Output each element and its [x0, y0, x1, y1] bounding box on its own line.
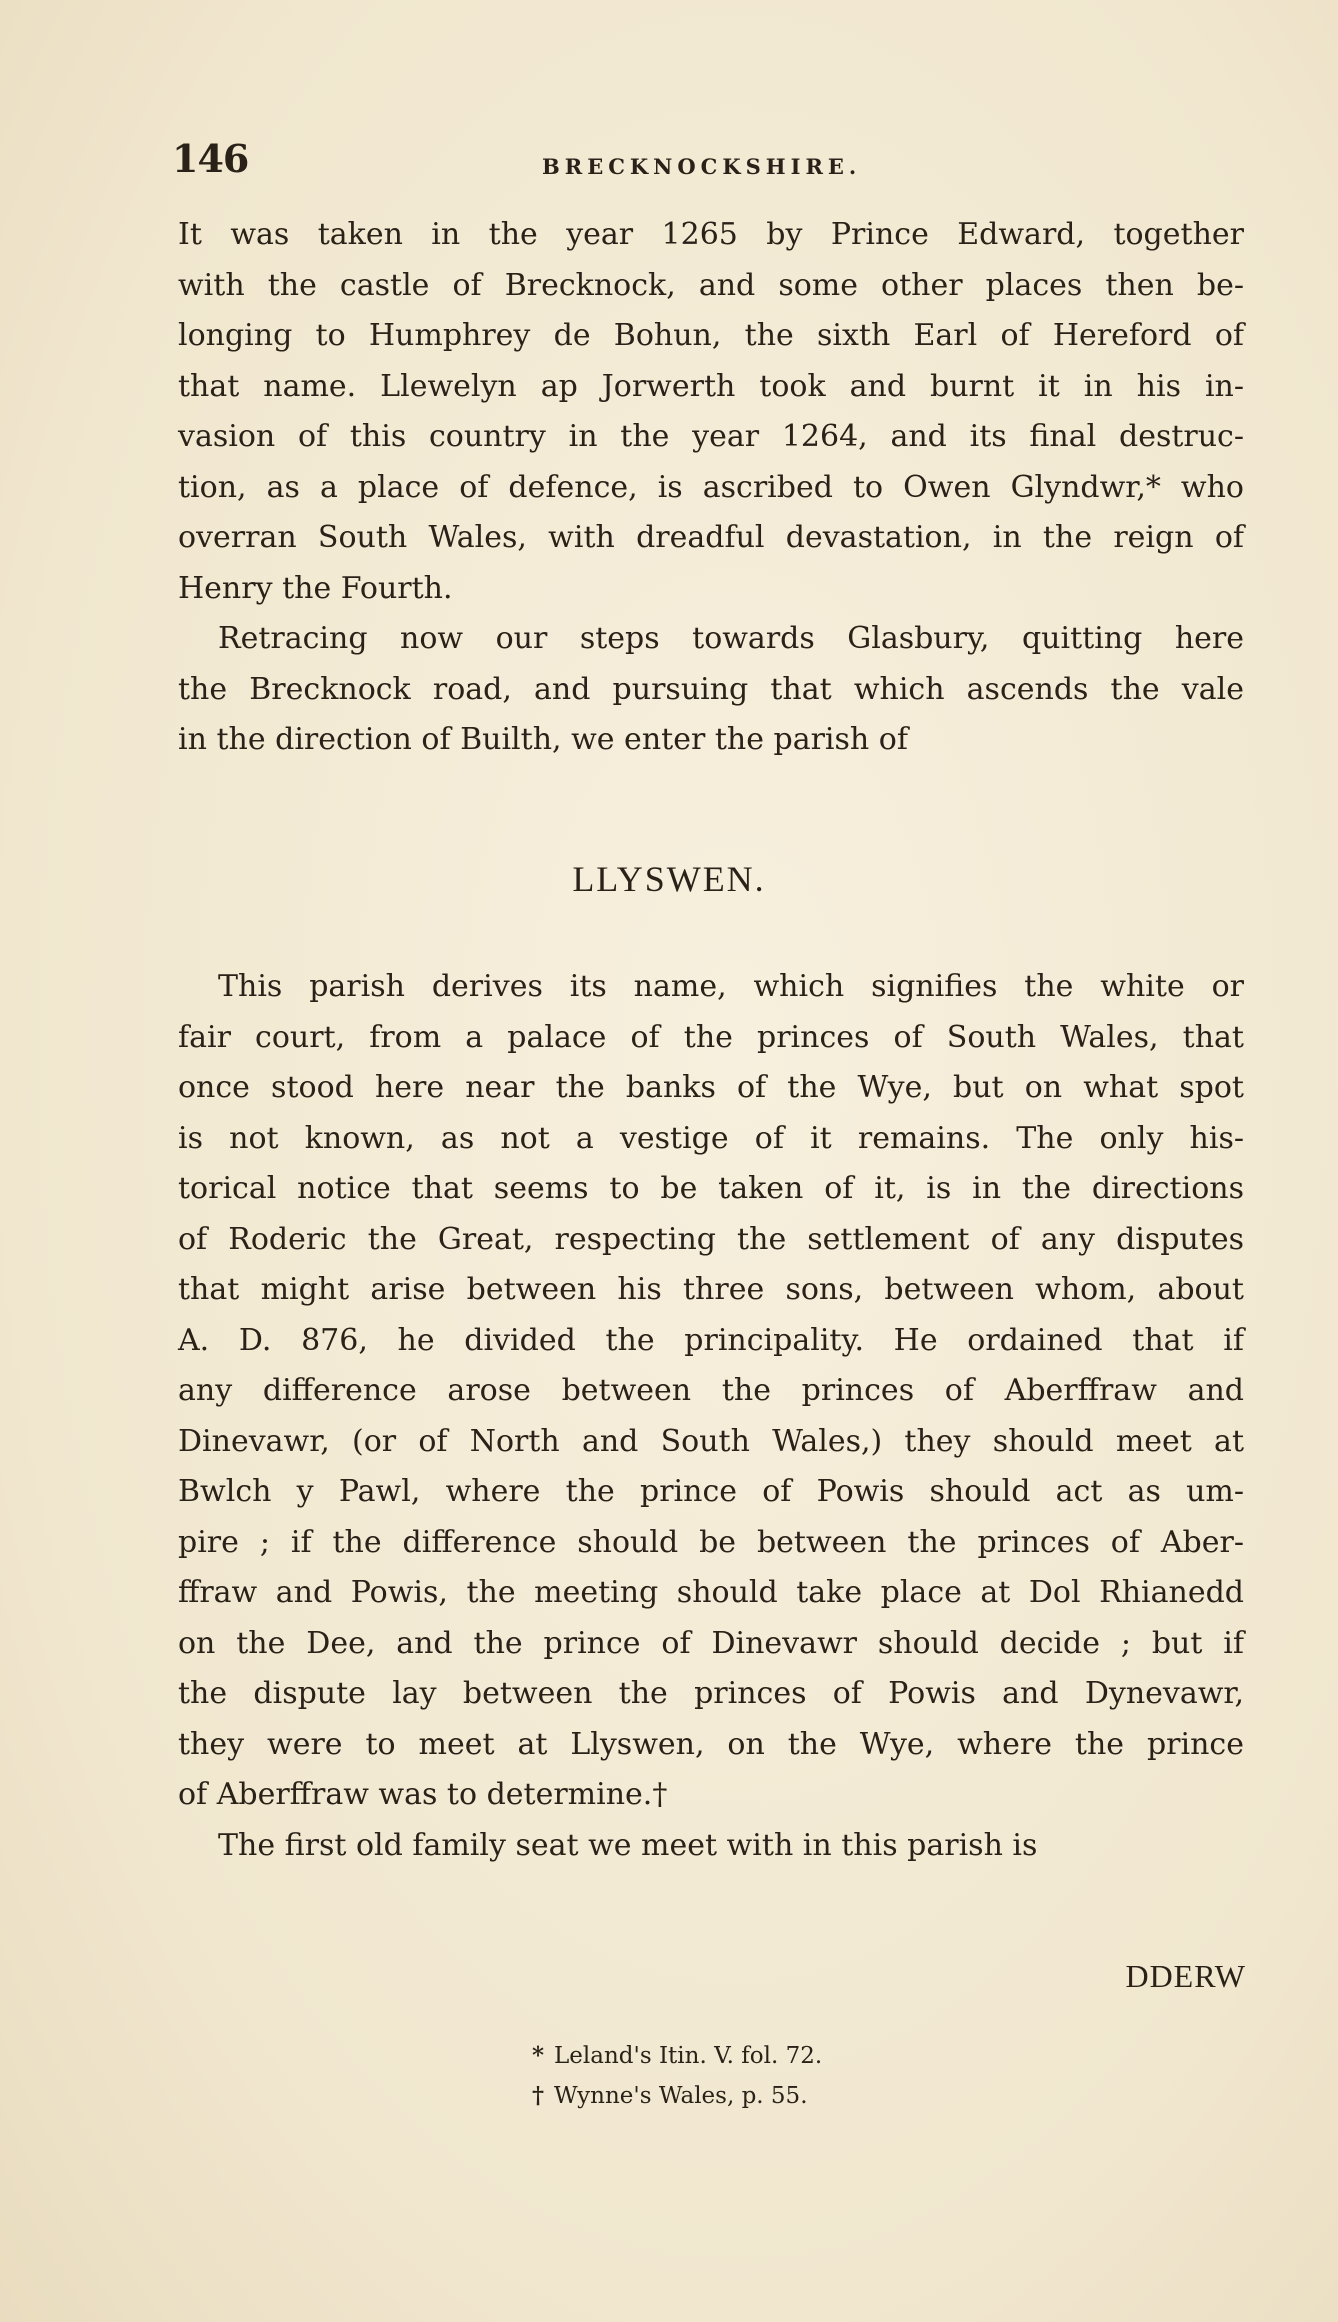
page-header	[172, 136, 1262, 186]
text-line: with the castle of Brecknock, and some other places then be-	[178, 267, 1244, 303]
text-line: pire ; if the difference should be between the princes of Aber-	[178, 1524, 1244, 1560]
footnote-text: Wynne's Wales, p. 55.	[554, 2083, 808, 2109]
body-text-top	[178, 210, 1244, 766]
footnote-mark: *	[532, 2042, 545, 2069]
text-line: on the Dee, and the prince of Dinevawr should decide ; but if	[178, 1625, 1244, 1661]
running-head: BRECKNOCKSHIRE.	[542, 154, 862, 179]
footnote	[532, 2076, 1032, 2116]
text-line: torical notice that seems to be taken of it, is in the directions	[178, 1171, 1244, 1206]
text-line: Henry the Fourth.	[178, 570, 453, 606]
text-line: in the direction of Builth, we enter the parish of	[178, 722, 908, 757]
body-text-bottom	[178, 962, 1244, 1871]
text-line: that name. Llewelyn ap Jorwerth took and burnt it in his in-	[178, 368, 1244, 404]
text-line: is not known, as not a vestige of it remains. The only his-	[178, 1120, 1244, 1156]
text-line: any difference arose between the princes of Aberffraw and	[178, 1373, 1244, 1408]
footnote	[532, 2036, 1032, 2076]
text-line: It was taken in the year 1265 by Prince Edward, together	[178, 217, 1244, 252]
page-number: 146	[172, 136, 249, 181]
text-line: once stood here near the banks of the Wye, but on what spot	[178, 1070, 1244, 1105]
text-line: Retracing now our steps towards Glasbury, quitting here	[218, 621, 1244, 656]
text-line: they were to meet at Llyswen, on the Wye, where the prince	[178, 1726, 1244, 1762]
text-line: overran South Wales, with dreadful devastation, in the reign of	[178, 520, 1244, 555]
footnote-text: Leland's Itin. V. fol. 72.	[554, 2043, 823, 2069]
text-line: This parish derives its name, which signifies the white or	[218, 969, 1244, 1004]
text-line: The first old family seat we meet with in this parish is	[218, 1827, 1038, 1863]
text-line: the Brecknock road, and pursuing that which ascends the vale	[178, 671, 1244, 707]
text-line: Dinevawr, (or of North and South Wales,) they should meet at	[178, 1423, 1244, 1459]
text-line: tion, as a place of defence, is ascribed to Owen Glyndwr,* who	[178, 469, 1244, 505]
text-line: Bwlch y Pawl, where the prince of Powis should act as um-	[178, 1474, 1244, 1509]
footnotes	[532, 2036, 1032, 2116]
text-line: vasion of this country in the year 1264, and its final destruc-	[178, 419, 1244, 454]
text-line: A. D. 876, he divided the principality. He ordained that if	[178, 1322, 1244, 1358]
text-line: ffraw and Powis, the meeting should take place at Dol Rhianedd	[178, 1575, 1244, 1610]
footnote-mark: †	[532, 2082, 545, 2109]
text-line: the dispute lay between the princes of Powis and Dynevawr,	[178, 1676, 1244, 1711]
text-line: that might arise between his three sons, between whom, about	[178, 1272, 1244, 1307]
text-line: of Roderic the Great, respecting the settlement of any disputes	[178, 1221, 1244, 1257]
text-line: longing to Humphrey de Bohun, the sixth Earl of Hereford of	[178, 318, 1244, 353]
text-line: fair court, from a palace of the princes of South Wales, that	[178, 1019, 1244, 1055]
section-title: LLYSWEN.	[572, 859, 766, 899]
text-line: of Aberffraw was to determine.†	[178, 1777, 668, 1812]
catchword: DDERW	[1125, 1958, 1246, 1994]
